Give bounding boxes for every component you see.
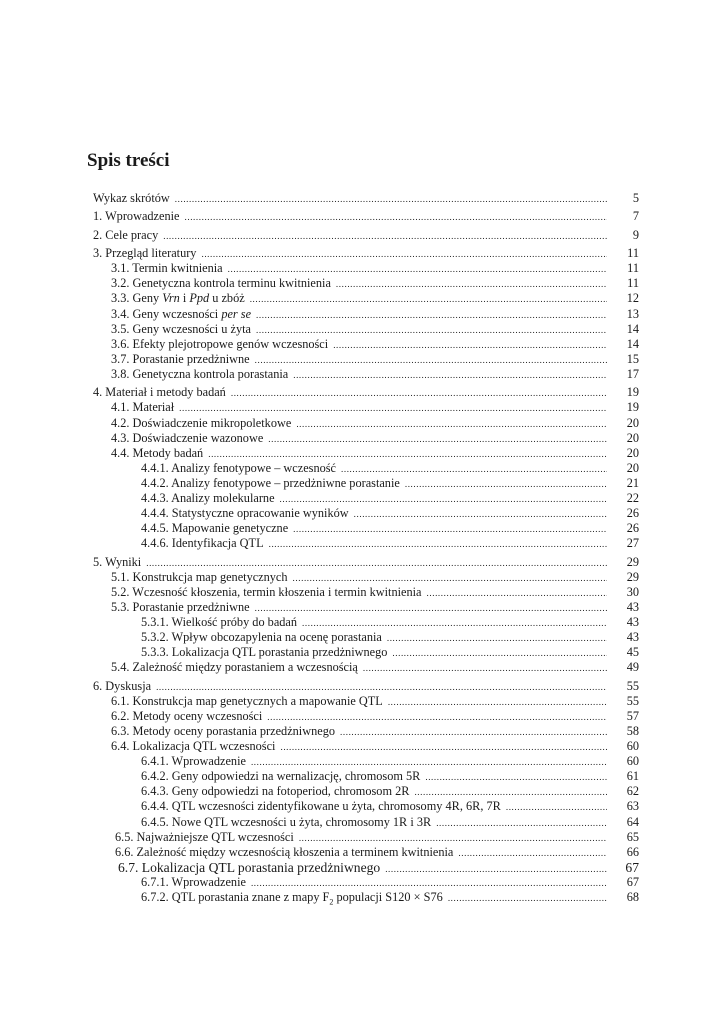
toc-entry[interactable]	[93, 246, 639, 261]
dot-leader	[268, 431, 607, 447]
toc-entry[interactable]	[93, 276, 639, 291]
toc-page-number: 13	[626, 306, 639, 321]
toc-page-number: 12	[626, 291, 639, 306]
toc-entry-label: 3. Przegląd literatury	[93, 246, 197, 261]
toc-entry-label: 4.4. Metody badań	[111, 445, 204, 460]
toc-entry[interactable]	[93, 431, 639, 446]
toc-entry[interactable]	[93, 337, 639, 352]
toc-entry[interactable]	[93, 845, 639, 860]
subscript: 2	[329, 897, 334, 907]
toc-page-number: 29	[626, 569, 639, 584]
toc-entry[interactable]	[93, 416, 639, 431]
toc-entry-label: 6.6. Zależność między wczesnością kłoszenia a terminem kwitnienia	[115, 844, 454, 859]
toc-entry-label: 3.1. Termin kwitnienia	[111, 261, 223, 276]
dot-leader	[387, 630, 607, 646]
dot-leader	[280, 491, 607, 507]
toc-page-number: 15	[626, 351, 639, 366]
toc-page-number: 45	[626, 645, 639, 660]
toc-entry[interactable]	[93, 860, 639, 875]
toc-page-number: 68	[626, 890, 639, 904]
toc-entry[interactable]	[93, 799, 639, 814]
toc-page-number: 64	[626, 814, 639, 829]
dot-leader	[228, 261, 607, 277]
toc-entry-label: 6.5. Najważniejsze QTL wczesności	[115, 829, 294, 844]
toc-entry-label: 4.4.6. Identyfikacja QTL	[141, 536, 264, 551]
dot-leader	[156, 679, 607, 695]
toc-page-number: 29	[626, 554, 639, 569]
toc-entry-label: 4.4.1. Analizy fenotypowe – wczesność	[141, 460, 336, 475]
toc-entry[interactable]	[93, 679, 639, 694]
toc-entry-label: 4.4.2. Analizy fenotypowe – przedżniwne porastanie	[141, 475, 400, 490]
toc-page-number: 63	[626, 799, 639, 814]
toc-page-number: 14	[626, 321, 639, 336]
dot-leader	[179, 400, 607, 416]
toc-entry-label: 6.4.3. Geny odpowiedzi na fotoperiod, chromosom 2R	[141, 784, 410, 799]
dot-leader	[302, 615, 607, 631]
dot-leader	[175, 191, 607, 207]
toc-entry-label: 6. Dyskusja	[93, 678, 152, 693]
toc-entry[interactable]	[93, 660, 639, 675]
toc-entry-label: 6.3. Metody oceny porastania przedżniwnego	[111, 723, 336, 738]
table-of-contents	[93, 191, 639, 905]
toc-page-number: 55	[626, 693, 639, 708]
toc-page-number: 67	[626, 874, 639, 889]
toc-entry-label: 3.5. Geny wczesności u żyta	[111, 321, 252, 336]
dot-leader	[299, 830, 607, 846]
toc-page-number: 62	[626, 784, 639, 799]
toc-entry[interactable]	[93, 322, 639, 337]
dot-leader	[425, 769, 607, 785]
toc-page-number: 60	[626, 754, 639, 769]
toc-entry-label: 5.2. Wczesność kłoszenia, termin kłoszenia i termin kwitnienia	[111, 584, 422, 599]
toc-entry[interactable]	[93, 875, 639, 890]
toc-entry-label: 5.3.1. Wielkość próby do badań	[141, 615, 298, 630]
toc-entry-label: 6.1. Konstrukcja map genetycznych a mapowanie QTL	[111, 693, 383, 708]
toc-page-number: 58	[626, 723, 639, 738]
toc-page-number: 20	[626, 445, 639, 460]
toc-page-number: 60	[626, 739, 639, 754]
toc-page-number: 55	[626, 678, 639, 693]
toc-entry[interactable]	[93, 476, 639, 491]
dot-leader	[427, 585, 607, 601]
toc-page-number: 9	[632, 227, 639, 242]
toc-entry[interactable]	[93, 815, 639, 830]
toc-entry-label: 3.3. Geny Vrn i Ppd u zbóż	[111, 291, 245, 306]
toc-entry-label: 6.4.5. Nowe QTL wczesności u żyta, chromosomy 1R i 3R	[141, 814, 432, 829]
dot-leader	[354, 506, 607, 522]
toc-entry-label: 4. Materiał i metody badań	[93, 385, 226, 400]
toc-entry-label: 3.7. Porastanie przedżniwne	[111, 351, 250, 366]
toc-entry-label: 4.2. Doświadczenie mikropoletkowe	[111, 415, 292, 430]
toc-page-number: 20	[626, 430, 639, 445]
toc-entry[interactable]	[93, 555, 639, 570]
toc-entry-label: 6.4.4. QTL wczesności zidentyfikowane u żyta, chromosomy 4R, 6R, 7R	[141, 799, 501, 814]
dot-leader	[163, 228, 607, 244]
toc-entry[interactable]	[93, 521, 639, 536]
toc-entry-label: 6.4.2. Geny odpowiedzi na wernalizację, chromosom 5R	[141, 769, 421, 784]
toc-entry-label: 5.1. Konstrukcja map genetycznych	[111, 569, 288, 584]
toc-entry[interactable]	[93, 367, 639, 382]
dot-leader	[256, 322, 607, 338]
toc-page-number: 20	[626, 460, 639, 475]
dot-leader	[388, 694, 607, 710]
toc-page-number: 19	[626, 385, 639, 400]
toc-page-number: 30	[626, 584, 639, 599]
dot-leader	[336, 276, 607, 292]
dot-leader	[405, 476, 607, 492]
toc-entry[interactable]	[93, 615, 639, 630]
toc-page-number: 49	[626, 660, 639, 675]
dot-leader	[333, 337, 607, 353]
toc-entry-label: 5.3.3. Lokalizacja QTL porastania przedżniwnego	[141, 645, 388, 660]
toc-entry[interactable]	[93, 228, 639, 243]
toc-entry-label: 2. Cele pracy	[93, 227, 159, 242]
toc-entry[interactable]	[93, 890, 639, 905]
toc-page-number: 61	[626, 769, 639, 784]
toc-entry-label: 4.3. Doświadczenie wazonowe	[111, 430, 264, 445]
toc-entry[interactable]	[93, 446, 639, 461]
toc-entry[interactable]	[93, 724, 639, 739]
toc-entry-label: 6.2. Metody oceny wczesności	[111, 708, 263, 723]
toc-entry[interactable]	[93, 385, 639, 400]
toc-entry-label: 5.4. Zależność między porastaniem a wczesnością	[111, 660, 358, 675]
toc-page-number: 7	[632, 209, 639, 224]
toc-page-number: 11	[627, 276, 639, 291]
dot-leader	[293, 521, 607, 537]
toc-page-number: 11	[627, 246, 639, 261]
toc-page-number: 26	[626, 521, 639, 536]
toc-entry[interactable]	[93, 585, 639, 600]
toc-entry-label: 5. Wyniki	[93, 554, 142, 569]
toc-entry[interactable]	[93, 261, 639, 276]
toc-page-number: 43	[626, 599, 639, 614]
dot-leader	[251, 754, 607, 770]
toc-entry[interactable]	[93, 784, 639, 799]
dot-leader	[293, 570, 607, 586]
toc-entry[interactable]	[93, 352, 639, 367]
toc-page-number: 65	[626, 829, 639, 844]
toc-entry[interactable]	[93, 506, 639, 521]
toc-entry[interactable]	[93, 209, 639, 224]
toc-entry[interactable]	[93, 461, 639, 476]
toc-entry[interactable]	[93, 830, 639, 845]
dot-leader	[448, 890, 607, 906]
toc-entry-label: 6.7.2. QTL porastania znane z mapy $F_2$ populacji S120 × S76	[141, 890, 443, 907]
toc-entry-label: 3.2. Genetyczna kontrola terminu kwitnienia	[111, 276, 331, 291]
toc-entry[interactable]	[93, 570, 639, 585]
toc-entry[interactable]	[93, 307, 639, 322]
toc-page-number: 5	[632, 191, 639, 205]
toc-entry[interactable]	[93, 600, 639, 615]
dot-leader	[185, 209, 608, 225]
dot-leader	[340, 724, 607, 740]
toc-page-number: 43	[626, 615, 639, 630]
dot-leader	[255, 352, 607, 368]
toc-page-number: 67	[625, 859, 639, 875]
toc-entry[interactable]	[93, 291, 639, 306]
dot-leader	[458, 845, 607, 861]
toc-entry[interactable]	[93, 645, 639, 660]
page-title: Spis treści	[87, 150, 170, 171]
toc-page-number: 57	[626, 708, 639, 723]
toc-entry-label: 4.4.3. Analizy molekularne	[141, 490, 275, 505]
dot-leader	[414, 784, 607, 800]
toc-entry-label: 3.8. Genetyczna kontrola porastania	[111, 366, 289, 381]
toc-entry[interactable]	[93, 630, 639, 645]
toc-entry-label: 6.7. Lokalizacja QTL porastania przedżniwnego	[118, 859, 381, 875]
toc-entry-label: 1. Wprowadzenie	[93, 209, 180, 224]
toc-page-number: 20	[626, 415, 639, 430]
toc-entry-label: 6.4. Lokalizacja QTL wczesności	[111, 739, 276, 754]
toc-entry-label: Wykaz skrótów	[93, 191, 170, 205]
toc-page-number: 19	[626, 400, 639, 415]
dot-leader	[255, 600, 607, 616]
toc-page-number: 22	[626, 490, 639, 505]
toc-entry[interactable]	[93, 191, 639, 206]
toc-entry-label: 4.4.5. Mapowanie genetyczne	[141, 521, 289, 536]
toc-page-number: 27	[626, 536, 639, 551]
toc-entry[interactable]	[93, 491, 639, 506]
dot-leader	[293, 367, 607, 383]
dot-leader	[250, 291, 607, 307]
toc-entry-label: 5.3.2. Wpływ obcozapylenia na ocenę porastania	[141, 630, 382, 645]
toc-entry-label: 6.7.1. Wprowadzenie	[141, 874, 246, 889]
toc-page-number: 14	[626, 336, 639, 351]
toc-entry-label: 5.3. Porastanie przedżniwne	[111, 599, 250, 614]
toc-entry[interactable]	[93, 754, 639, 769]
toc-entry[interactable]	[93, 694, 639, 709]
dot-leader	[392, 645, 607, 661]
dot-leader	[506, 799, 607, 815]
dot-leader	[363, 660, 607, 676]
dot-leader	[341, 461, 607, 477]
toc-page-number: 21	[626, 475, 639, 490]
dot-leader	[256, 307, 607, 323]
toc-entry[interactable]	[93, 536, 639, 551]
dot-leader	[280, 739, 607, 755]
dot-leader	[269, 536, 607, 552]
toc-entry[interactable]	[93, 709, 639, 724]
toc-page-number: 66	[626, 844, 639, 859]
dot-leader	[146, 555, 607, 571]
toc-entry-label-tail: populacji S120 × S76	[333, 890, 443, 904]
toc-entry-label: 6.4.1. Wprowadzenie	[141, 754, 246, 769]
toc-entry-label: 3.6. Efekty plejotropowe genów wczesności	[111, 336, 329, 351]
dot-leader	[208, 446, 607, 462]
toc-entry-label: 4.4.4. Statystyczne opracowanie wyników	[141, 506, 349, 521]
dot-leader	[201, 246, 607, 262]
toc-page-number: 17	[626, 366, 639, 381]
dot-leader	[267, 709, 607, 725]
dot-leader	[436, 815, 607, 831]
toc-entry[interactable]	[93, 769, 639, 784]
toc-entry[interactable]	[93, 400, 639, 415]
toc-page-number: 11	[627, 261, 639, 276]
dot-leader	[296, 416, 607, 432]
dot-leader	[251, 875, 607, 891]
toc-page-number: 26	[626, 506, 639, 521]
toc-entry[interactable]	[93, 739, 639, 754]
toc-entry-label: 3.4. Geny wczesności per se	[111, 306, 252, 321]
dot-leader	[231, 385, 607, 401]
toc-entry-label: 4.1. Materiał	[111, 400, 175, 415]
toc-page-number: 43	[626, 630, 639, 645]
